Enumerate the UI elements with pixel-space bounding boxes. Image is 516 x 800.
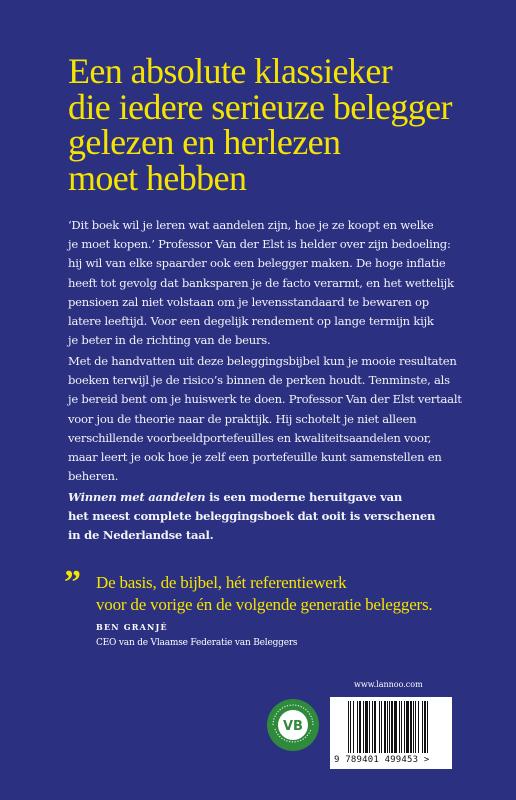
headline [68,51,508,198]
text-line: je moet kopen.’ Professor Van der Elst is helder over zijn bedoeling: [68,237,451,252]
quote-author-role: CEO van de Vlaamse Federatie van Beleggers [96,638,298,648]
text-line: latere leeftijd. Voor een degelijk rendement op lange termijn kijk [68,314,434,329]
text-line: je bereid bent om je huiswerk te doen. Professor Van der Elst vertaalt [68,392,462,407]
isbn-barcode [330,697,452,769]
text-line: hij wil van elke spaarder ook een belegger maken. De hoge inflatie [68,256,446,271]
isbn-number [334,755,430,765]
quote-line: De basis, de bijbel, hét referentiewerk [96,573,347,592]
publisher-website[interactable]: www.lannoo.com [354,680,423,689]
text-line: ‘Dit boek wil je leren wat aandelen zijn, hoe je ze koopt en welke [68,218,434,232]
text-line: pensioen zal niet volstaan om je levensstandaard te bewaren op [68,294,429,309]
text-line: je beter in de richting van de beurs. [68,333,271,348]
quote-mark-icon: ” [64,564,81,601]
headline-line: Een absolute klassieker [68,51,393,91]
quote-line: voor de vorige én de volgende generatie beleggers. [96,595,433,614]
text-line: verschillende voorbeeldportefeuilles en kwaliteitsaandelen voor, [68,430,432,445]
isbn-digits: 9 789401 499453 [334,755,419,765]
vfb-logo-icon [266,698,320,752]
paragraph-summary [68,488,468,546]
text-line: voor jou de theorie naar de praktijk. Hij schotelt je niet alleen [68,411,417,426]
text-line: maar leert je ook hoe je zelf een portefeuille kunt samenstellen en [68,450,442,465]
text-line: het meest complete beleggingsboek dat ooit is verschenen [68,509,436,524]
text-line: in de Nederlandse taal. [68,528,214,543]
text-line [68,488,468,507]
isbn-arrow: > [423,755,430,765]
quote-author: BEN GRANJÉ [96,622,168,632]
book-title: Winnen met aandelen [68,490,206,504]
text-line: heeft tot gevolg dat banksparen je de facto verarmt, en het wettelijk [68,275,454,290]
text-fragment: is een moderne heruitgave van [205,490,403,504]
text-line: beheren. [68,469,119,484]
text-line: boeken terwijl je de risico’s binnen de perken houdt. Tenminste, als [68,373,450,388]
barcode-bars [348,701,444,753]
headline-line: moet hebben [68,157,247,198]
headline-line: die iedere serieuze belegger [68,86,452,127]
svg-text:VB: VB [283,719,303,734]
headline-line: gelezen en herlezen [68,122,341,162]
text-line: Met de handvatten uit deze beleggingsbijbel kun je mooie resultaten [68,354,457,368]
paragraph-intro [68,216,468,350]
paragraph-handvatten [68,352,468,486]
endorsement-quote [96,572,432,616]
